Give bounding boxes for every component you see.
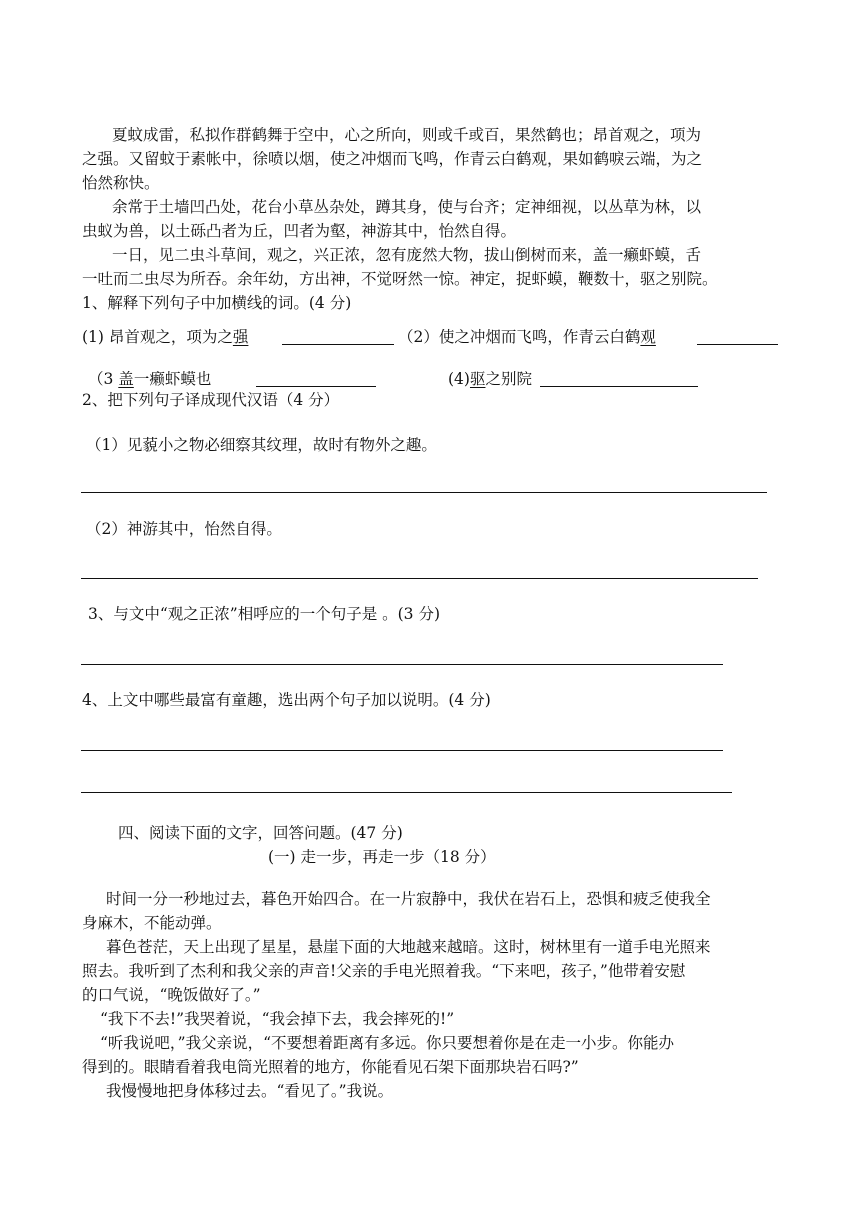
passage1-p3-line1: 一日，见二虫斗草间，观之，兴正浓，忽有庞然大物，拔山倒树而来，盖一癞虾蟆，舌: [112, 246, 702, 264]
section4-title: 四、阅读下面的文字，回答问题。(47 分): [118, 824, 403, 842]
passage1-p1-line3: 怡然称快。: [82, 174, 160, 192]
passage2-line2: 身麻木，不能动弹。: [82, 914, 222, 932]
question2-title: 2、把下列句子译成现代汉语（4 分）: [82, 391, 340, 409]
question1-item2-underlined-word: 观: [640, 328, 656, 346]
question1-item3-underlined-word: 盖: [118, 370, 134, 388]
question1-title: 1、解释下列句子中加横线的词。(4 分): [82, 294, 352, 312]
question3-title: 3、与文中“观之正浓”相呼应的一个句子是 。(3 分): [88, 605, 441, 623]
passage2-line3: 暮色苍茫，天上出现了星星，悬崖下面的大地越来越暗。这时，树林里有一道手电光照来: [106, 938, 711, 956]
question1-item3-answer-blank[interactable]: [256, 386, 376, 387]
question4-answer-line1[interactable]: [81, 750, 723, 751]
question2-sentence1: （1）见藐小之物必细察其纹理，故时有物外之趣。: [86, 436, 437, 454]
passage1-p2-line1: 余常于土墙凹凸处，花台小草丛杂处，蹲其身，使与台齐；定神细视，以丛草为林，以: [112, 198, 702, 216]
passage1-p1-line2: 之强。又留蚊于素帐中，徐喷以烟，使之冲烟而飞鸣，作青云白鹤观，果如鹤唳云端，为之: [82, 150, 703, 168]
question1-item1-underlined-word: 强: [232, 328, 249, 346]
passage2-line1: 时间一分一秒地过去，暮色开始四合。在一片寂静中，我伏在岩石上，恐惧和疲乏使我全: [106, 890, 711, 908]
passage2-line7: “听我说吧，”我父亲说，“不要想着距离有多远。你只要想着你是在走一小步。你能办: [100, 1034, 675, 1052]
question2-sentence2: （2）神游其中，怡然自得。: [86, 520, 282, 538]
question1-item1-prefix: (1) 昂首观之，项为之: [82, 328, 233, 346]
question1-item2-answer-blank[interactable]: [697, 344, 778, 345]
question4-title: 4、上文中哪些最富有童趣，选出两个句子加以说明。(4 分): [82, 691, 491, 709]
question2-sentence1-answer-line[interactable]: [81, 492, 767, 493]
question1-item2: [398, 326, 656, 348]
passage2-line6: “我下不去!”我哭着说，“我会掉下去，我会摔死的!”: [100, 1010, 455, 1028]
question1-item4-prefix: (4): [448, 370, 470, 388]
question1-item4-suffix: 之别院: [485, 370, 532, 388]
question3-answer-line[interactable]: [81, 664, 723, 665]
question1-item1: [82, 326, 248, 348]
question2-sentence2-answer-line[interactable]: [81, 578, 758, 579]
passage2-line8: 得到的。眼睛看着我电筒光照着的地方，你能看见石架下面那块岩石吗?”: [82, 1058, 579, 1076]
passage2-line9: 我慢慢地把身体移过去。“看见了。”我说。: [106, 1082, 394, 1100]
question1-item3-suffix: 一癞虾蟆也: [133, 370, 212, 388]
passage2-line5: 的口气说，“晚饭做好了。”: [82, 986, 261, 1004]
passage1-p2-line2: 虫蚁为兽，以土砾凸者为丘，凹者为壑，神游其中，怡然自得。: [82, 222, 517, 240]
question4-answer-line2[interactable]: [81, 792, 732, 793]
question1-item3: [88, 368, 211, 390]
passage1-p3-line2: 一吐而二虫尽为所吞。余年幼，方出神，不觉呀然一惊。神定，捉虾蟆，鞭数十，驱之别院。: [82, 270, 718, 288]
passage2-line4: 照去。我听到了杰利和我父亲的声音!父亲的手电光照着我。“下来吧，孩子，”他带着安慰: [82, 962, 686, 980]
question1-item4: [448, 368, 532, 390]
question1-item4-answer-blank[interactable]: [540, 386, 698, 387]
question1-item2-prefix: （2）使之冲烟而飞鸣，作青云白鹤: [398, 328, 641, 346]
section4-subtitle: (一) 走一步，再走一步（18 分）: [268, 848, 496, 866]
question1-item3-prefix: （3: [88, 370, 119, 388]
question1-item1-answer-blank[interactable]: [282, 344, 394, 345]
question1-item4-underlined-word: 驱: [469, 370, 486, 388]
passage1-p1-line1: 夏蚊成雷，私拟作群鹤舞于空中，心之所向，则或千或百，果然鹤也；昂首观之，项为: [112, 126, 702, 144]
